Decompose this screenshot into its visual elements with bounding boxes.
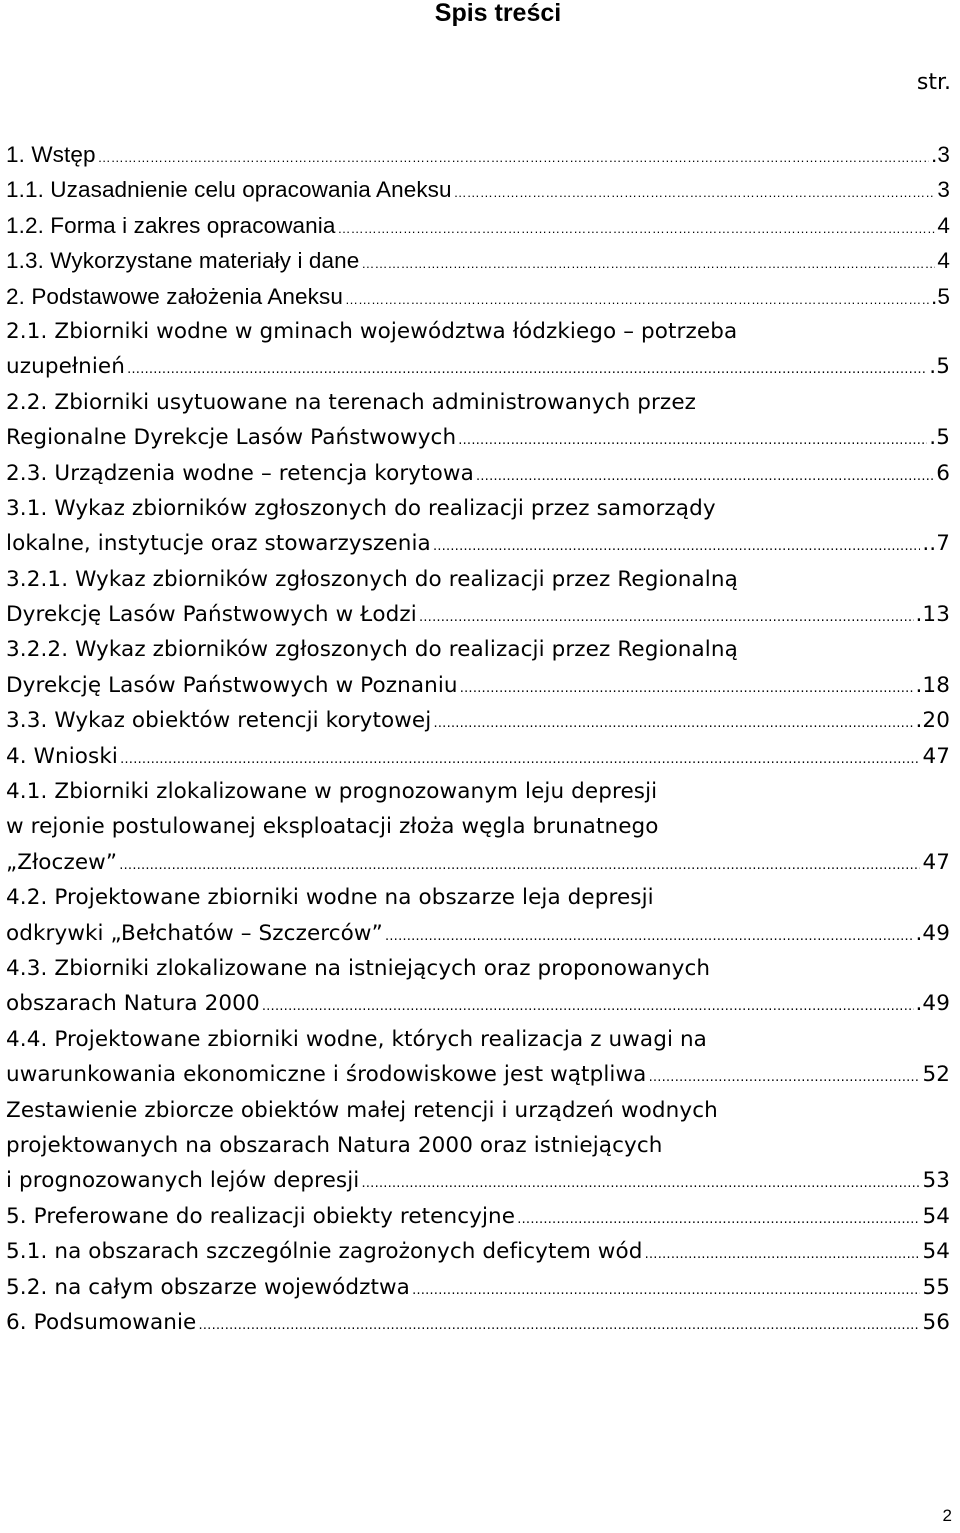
toc-entry-page: 54 (922, 1239, 950, 1265)
toc-entry (6, 208, 950, 243)
toc-entry-page: 54 (922, 1203, 950, 1229)
toc-entry-page: 4 (937, 248, 950, 274)
toc-dot-leader (361, 1166, 920, 1198)
toc-entry (6, 385, 950, 420)
toc-dot-leader (433, 706, 913, 738)
toc-entry-text: 1.1. Uzasadnienie celu opracowania Aneksu (6, 177, 452, 203)
toc-entry-page: 4 (937, 212, 950, 238)
toc-entry-text: obszarach Natura 2000 (6, 991, 260, 1017)
toc-entry-text: 4. Wnioski (6, 743, 118, 769)
toc-entry-page: .49 (915, 991, 950, 1017)
toc-entry (6, 632, 950, 667)
page-column-label: str. (916, 70, 951, 95)
toc-entry-text: projektowanych na obszarach Natura 2000 oraz istniejących (6, 1132, 663, 1158)
toc-entry-page: 47 (922, 849, 950, 875)
toc-entry (6, 774, 950, 809)
toc-entry (6, 349, 950, 384)
toc-entry (6, 243, 950, 278)
toc-entry (6, 1305, 950, 1340)
toc-dot-leader (338, 211, 936, 243)
toc-entry (6, 916, 950, 951)
toc-entry-text: 2.3. Urządzenia wodne – retencja korytowa (6, 460, 474, 486)
toc-entry-page: .13 (915, 602, 950, 628)
toc-entry (6, 597, 950, 632)
toc-entry-text: w rejonie postulowanej eksploatacji złoża węgla brunatnego (6, 814, 659, 840)
toc-entry-page: .5 (931, 283, 950, 309)
toc-entry (6, 420, 950, 455)
toc-dot-leader (476, 459, 934, 491)
toc-entry-text: lokalne, instytucje oraz stowarzyszenia (6, 531, 431, 557)
toc-entry (6, 279, 950, 314)
toc-entry-text: 4.1. Zbiorniki zlokalizowane w prognozowanym leju depresji (6, 779, 658, 805)
footer-page-number: 2 (942, 1506, 952, 1525)
toc-dot-leader (385, 919, 914, 951)
toc-entry (6, 1128, 950, 1163)
toc-entry (6, 1270, 950, 1305)
toc-entry-page: .5 (929, 425, 950, 451)
toc-dot-leader (517, 1202, 920, 1234)
toc-entry (6, 1234, 950, 1269)
toc-dot-leader (454, 175, 936, 207)
toc-entry-page: 6 (936, 460, 950, 486)
toc-entry (6, 526, 950, 561)
toc-entry (6, 1022, 950, 1057)
toc-entry (6, 880, 950, 915)
toc-entry-text: Zestawienie zbiorcze obiektów małej retencji i urządzeń wodnych (6, 1097, 718, 1123)
toc-entry-text: 1.3. Wykorzystane materiały i dane (6, 248, 360, 274)
toc-entry-page: .3 (931, 142, 950, 167)
toc-dot-leader (458, 423, 927, 455)
toc-entry-text: 3.2.2. Wykaz zbiorników zgłoszonych do realizacji przez Regionalną (6, 637, 738, 663)
toc-entry (6, 951, 950, 986)
toc-entry-text: 1. Wstęp (6, 142, 96, 167)
toc-entry (6, 1163, 950, 1198)
toc-entry-text: uzupełnień (6, 354, 125, 380)
toc-entry-text: 5.2. na całym obszarze województwa (6, 1274, 410, 1300)
toc-dot-leader (412, 1273, 920, 1305)
toc-entry (6, 986, 950, 1021)
toc-dot-leader (120, 742, 920, 774)
toc-dot-leader (98, 140, 929, 172)
toc-entry-text: i prognozowanych lejów depresji (6, 1168, 360, 1194)
toc-entry-page: .18 (915, 672, 950, 698)
toc-entry-text: Dyrekcję Lasów Państwowych w Poznaniu (6, 672, 458, 698)
toc-entry (6, 491, 950, 526)
toc-entry (6, 314, 950, 349)
toc-entry (6, 703, 950, 738)
toc-entry-page: 47 (922, 743, 950, 769)
toc-entry-page: ..7 (922, 531, 950, 557)
toc-dot-leader (262, 989, 914, 1021)
toc-entry (6, 456, 950, 491)
toc-entry (6, 809, 950, 844)
toc-entry-text: odkrywki „Bełchatów – Szczerców” (6, 920, 383, 946)
toc-dot-leader (460, 671, 914, 703)
table-of-contents (6, 137, 950, 1340)
toc-dot-leader (198, 1308, 920, 1340)
toc-entry-text: 1.2. Forma i zakres opracowania (6, 212, 336, 238)
toc-entry (6, 739, 950, 774)
toc-dot-leader (648, 1060, 920, 1092)
toc-entry (6, 562, 950, 597)
toc-dot-leader (119, 848, 920, 880)
toc-entry-text: 2.2. Zbiorniki usytuowane na terenach administrowanych przez (6, 389, 697, 415)
toc-entry (6, 845, 950, 880)
toc-entry-text: 3.3. Wykaz obiektów retencji korytowej (6, 708, 432, 734)
page-title: Spis treści (434, 0, 562, 27)
toc-entry (6, 1199, 950, 1234)
toc-entry-text: 3.2.1. Wykaz zbiorników zgłoszonych do realizacji przez Regionalną (6, 566, 738, 592)
toc-dot-leader (419, 600, 914, 632)
toc-dot-leader (127, 352, 927, 384)
toc-entry-page: .20 (915, 708, 950, 734)
toc-entry (6, 137, 950, 172)
toc-entry (6, 172, 950, 207)
toc-entry-text: 2.1. Zbiorniki wodne w gminach województwa łódzkiego – potrzeba (6, 318, 738, 344)
toc-entry (6, 668, 950, 703)
toc-entry-page: 56 (922, 1309, 950, 1335)
toc-entry-page: 52 (922, 1062, 950, 1088)
toc-entry-text: 5. Preferowane do realizacji obiekty retencyjne (6, 1203, 516, 1229)
toc-entry-text: 6. Podsumowanie (6, 1309, 197, 1335)
toc-entry-text: 4.3. Zbiorniki zlokalizowane na istniejących oraz proponowanych (6, 955, 711, 981)
toc-entry-text: 2. Podstawowe założenia Aneksu (6, 283, 343, 309)
toc-entry-page: .5 (929, 354, 950, 380)
toc-entry-text: Regionalne Dyrekcje Lasów Państwowych (6, 425, 457, 451)
toc-entry-text: uwarunkowania ekonomiczne i środowiskowe jest wątpliwa (6, 1062, 647, 1088)
toc-entry-page: 3 (937, 177, 950, 203)
toc-entry-text: 3.1. Wykaz zbiorników zgłoszonych do realizacji przez samorządy (6, 495, 716, 521)
toc-dot-leader (361, 246, 935, 278)
toc-entry (6, 1093, 950, 1128)
toc-entry-text: 4.2. Projektowane zbiorniki wodne na obszarze leja depresji (6, 885, 654, 911)
toc-dot-leader (433, 529, 921, 561)
toc-entry-text: Dyrekcję Lasów Państwowych w Łodzi (6, 602, 417, 628)
toc-entry-text: 5.1. na obszarach szczególnie zagrożonych deficytem wód (6, 1239, 643, 1265)
toc-entry-text: 4.4. Projektowane zbiorniki wodne, których realizacja z uwagi na (6, 1026, 707, 1052)
toc-entry-page: .49 (915, 920, 950, 946)
toc-entry-text: „Złoczew” (6, 849, 118, 875)
toc-dot-leader (645, 1237, 921, 1269)
toc-entry-page: 55 (922, 1274, 950, 1300)
toc-entry-page: 53 (922, 1168, 950, 1194)
toc-dot-leader (345, 282, 929, 314)
toc-entry (6, 1057, 950, 1092)
